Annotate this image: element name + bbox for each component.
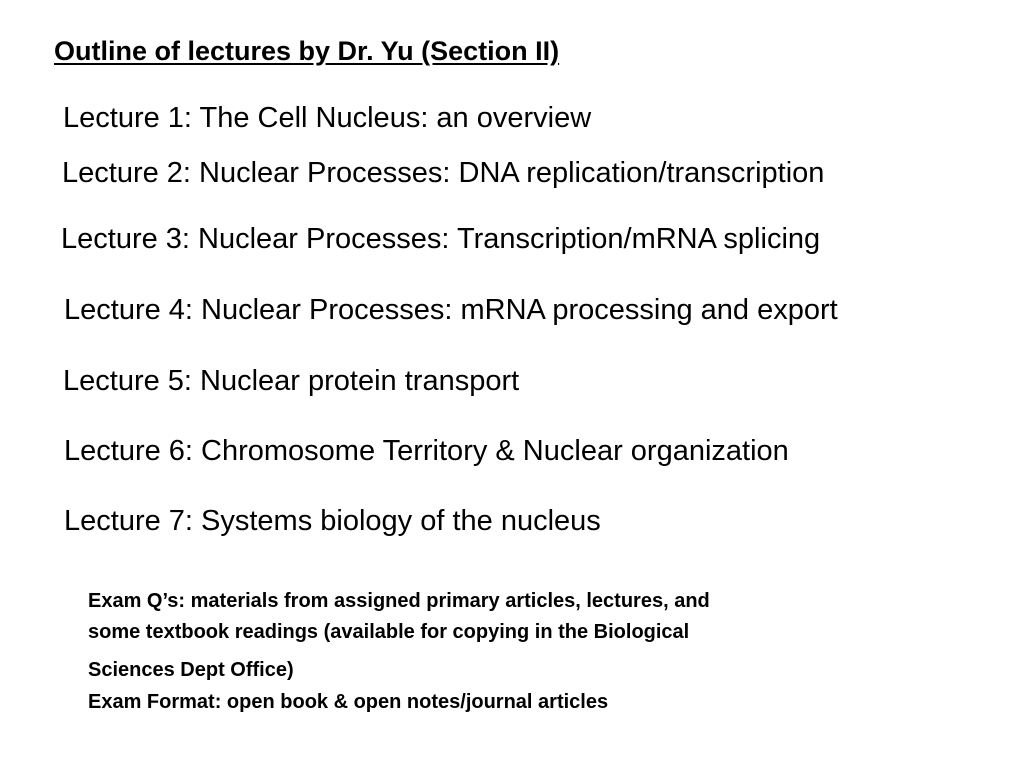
lecture-5: Lecture 5: Nuclear protein transport <box>63 365 520 397</box>
lecture-6: Lecture 6: Chromosome Territory & Nuclear organization <box>64 435 789 467</box>
slide-title: Outline of lectures by Dr. Yu (Section II) <box>54 36 560 66</box>
lecture-4: Lecture 4: Nuclear Processes: mRNA processing and export <box>64 294 838 326</box>
lecture-3: Lecture 3: Nuclear Processes: Transcription/mRNA splicing <box>61 223 821 255</box>
exam-note-line-3: Sciences Dept Office) <box>88 659 294 681</box>
exam-note-line-2: some textbook readings (available for copying in the Biological <box>88 621 690 643</box>
lecture-2: Lecture 2: Nuclear Processes: DNA replication/transcription <box>62 157 825 189</box>
lecture-7: Lecture 7: Systems biology of the nucleus <box>64 505 601 537</box>
exam-format-line: Exam Format: open book & open notes/journal articles <box>88 691 609 713</box>
exam-note-line-1: Exam Q’s: materials from assigned primary articles, lectures, and <box>88 590 710 612</box>
lecture-1: Lecture 1: The Cell Nucleus: an overview <box>63 102 592 134</box>
